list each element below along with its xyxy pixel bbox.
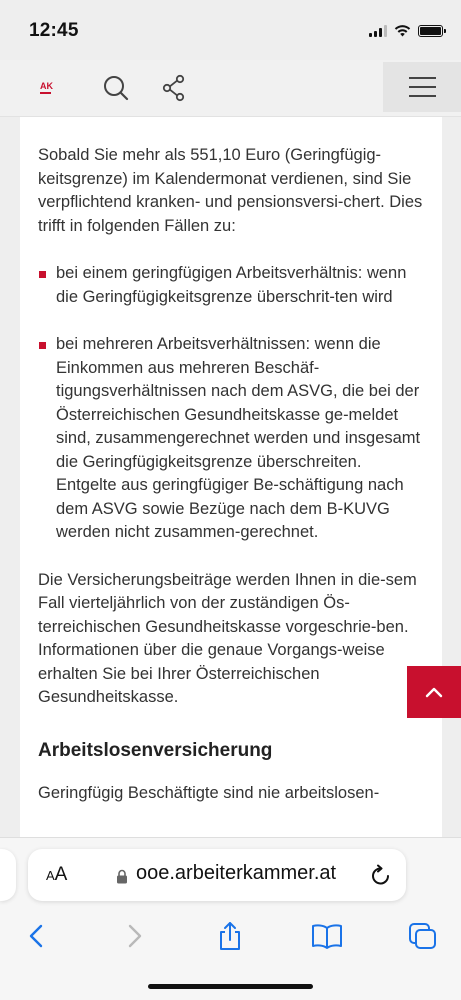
search-button[interactable] [102, 74, 130, 107]
article-content [20, 117, 442, 837]
menu-icon-line [409, 95, 436, 97]
url-text: ooe.arbeiterkammer.at [136, 862, 337, 884]
share-upload-icon [217, 921, 243, 951]
list-item-text: bei einem geringfügigen Arbeitsverhältnis: wenn die Geringfügigkeitsgrenze überschrit-ten wird [56, 264, 407, 306]
section-heading: Arbeitslosenversicherung [38, 739, 273, 761]
logo-underline [40, 92, 51, 94]
list-item [38, 333, 424, 545]
site-header [0, 60, 461, 117]
reload-button[interactable] [370, 863, 392, 892]
forward-button[interactable] [117, 918, 153, 954]
bookmarks-button[interactable] [309, 918, 345, 954]
tabs-icon [408, 922, 438, 950]
aa-large: A [54, 864, 68, 885]
back-to-top-button[interactable] [407, 666, 461, 718]
share-button[interactable] [160, 74, 188, 107]
address-bar[interactable] [28, 849, 406, 901]
status-icons [369, 24, 443, 37]
browser-nav-row [0, 918, 461, 958]
reload-icon [370, 863, 392, 887]
menu-button[interactable] [383, 62, 461, 112]
chevron-left-icon [29, 924, 43, 948]
previous-tab-preview[interactable] [0, 849, 16, 901]
book-icon [311, 923, 343, 949]
battery-icon [418, 25, 443, 37]
chevron-up-icon [425, 686, 443, 698]
home-indicator [148, 984, 313, 989]
tabs-button[interactable] [405, 918, 441, 954]
logo-text: AK [40, 81, 53, 91]
browser-toolbar [0, 837, 461, 1000]
reader-settings-button[interactable] [46, 864, 67, 886]
cellular-signal-icon [369, 25, 387, 37]
bullet-square-icon [39, 342, 46, 349]
chevron-right-icon [128, 924, 142, 948]
aa-small: A [46, 868, 55, 883]
lock-icon [116, 869, 128, 884]
menu-icon-line [409, 86, 436, 88]
ak-logo[interactable] [40, 82, 53, 94]
bullet-square-icon [39, 271, 46, 278]
cut-off-paragraph: Geringfügig Beschäftigte sind nie arbeitslosen- [38, 783, 380, 802]
share-icon [160, 74, 188, 102]
wifi-icon [394, 24, 411, 37]
intro-paragraph: Sobald Sie mehr als 551,10 Euro (Geringfügig-keitsgrenze) im Kalendermonat verdienen, sind Sie verpflichtend kranken- und pensionsversi-chert. Dies trifft in folgenden Fällen zu: [38, 146, 423, 235]
search-icon [102, 74, 130, 102]
status-bar [0, 0, 461, 60]
list-item-text: bei mehreren Arbeitsverhältnissen: wenn die Einkommen aus mehreren Beschäf-tigungsverhältnissen nach dem ASVG, die bei der Österreichischen Gesundheitskasse ge-meldet sind, zusammengerechnet werden und insgesamt die Geringfügigkeitsgrenze überschreiten. Entgelte aus geringfügiger Be-schäftigung nach dem ASVG sowie Bezüge nach dem B-KUVG werden nicht zusammen-gerechnet. [56, 335, 421, 541]
share-sheet-button[interactable] [212, 918, 248, 954]
list-item [38, 262, 424, 309]
contributions-paragraph: Die Versicherungsbeiträge werden Ihnen in die-sem Fall vierteljährlich von der zuständigen Ös-terreichischen Gesundheitskasse vorgeschrie-ben. Informationen über die genaue Vorgangs-weise erhalten Sie bei Ihrer Österreichischen Gesundheitskasse. [38, 570, 417, 706]
menu-icon-line [409, 77, 436, 79]
status-time: 12:45 [29, 20, 79, 41]
back-button[interactable] [18, 918, 54, 954]
